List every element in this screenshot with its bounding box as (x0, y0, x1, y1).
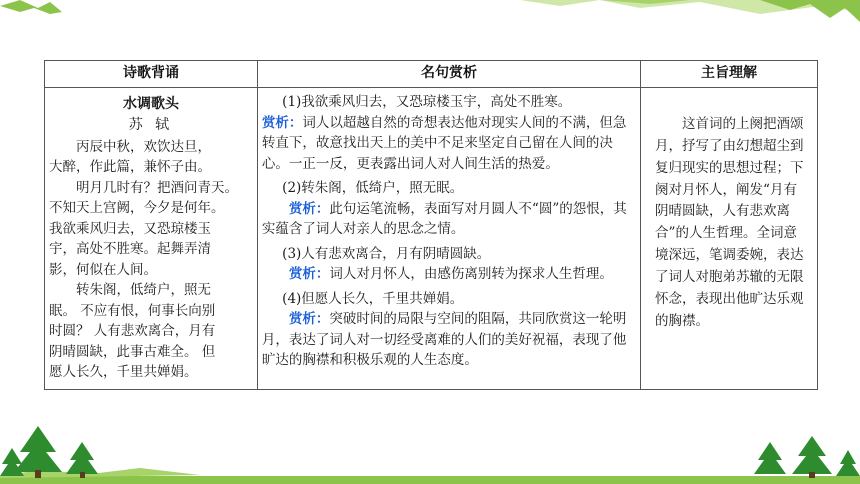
analysis-paragraph (262, 264, 636, 285)
poem-study-table (44, 60, 818, 390)
analysis-keyword: 赏析： (288, 266, 330, 283)
famous-line-quote: (2)转朱阁，低绮户，照无眠。 (282, 180, 464, 197)
poem-line: 明月几时有？把酒问青天。 (76, 179, 238, 196)
poem-line: 大醉，作此篇，兼怀子由。 (49, 159, 211, 176)
poem-line: 转朱阁，低绮户，照无 (76, 282, 211, 299)
top-banner-decoration (0, 0, 860, 40)
famous-line-quote: (3)人有悲欢离合，月有阴晴圆缺。 (282, 245, 491, 262)
poem-line: 宇，高处不胜寒。起舞弄清 (49, 241, 211, 258)
analysis-text: 此句运笔流畅，表面写对月圆人不“圆”的怨恨，其实蕴含了词人对亲人的思念之情。 (261, 200, 627, 238)
poem-line: 丙辰中秋，欢饮达旦， (76, 138, 211, 155)
analysis-keyword: 赏析： (261, 114, 303, 131)
analysis-text: 突破时间的局限与空间的阻隔，共同欣赏这一轮明月，表达了词人对一切经受离难的人们的美好祝福，表现了他旷达的胸襟和积极乐观的人生态度。 (261, 311, 627, 369)
analysis-paragraph (262, 199, 636, 240)
bottom-trees-decoration (0, 412, 860, 484)
poem-cell (45, 88, 258, 390)
analysis-paragraph (262, 113, 636, 175)
table-header-row (45, 61, 818, 88)
poem-line: 影，何似在人间。 (49, 261, 157, 278)
table-row (45, 88, 818, 390)
poem-author: 苏 轼 (128, 117, 174, 134)
header-recitation: 诗歌背诵 (45, 61, 258, 88)
analysis-keyword: 赏析： (288, 200, 330, 217)
poem-line: 愿人长久，千里共婵娟。 (49, 364, 198, 381)
theme-cell (641, 88, 818, 390)
poem-line: 我欲乘风归去，又恐琼楼玉 (49, 220, 211, 237)
famous-line-quote: (4)但愿人长久，千里共婵娟。 (282, 290, 464, 307)
poem-line: 眠。 不应有恨，何事长向别 (49, 302, 216, 319)
header-appreciation: 名句赏析 (257, 61, 640, 88)
analysis-keyword: 赏析： (288, 311, 330, 328)
analysis-cell (257, 88, 640, 390)
famous-line-quote: (1)我欲乘风归去，又恐琼楼玉宇，高处不胜寒。 (282, 94, 572, 110)
poem-line: 不知天上宫阙，今夕是何年。 (49, 200, 225, 217)
analysis-text: 词人以超越自然的奇想表达他对现实人间的不满，但急转直下，故意找出天上的美中不足来坚定自己留在人间的决心。一正一反，更表露出词人对人间生活的热爱。 (261, 114, 627, 172)
header-theme: 主旨理解 (641, 61, 818, 88)
poem-line: 时圆？ 人有悲欢离合，月有 (49, 323, 216, 340)
poem-line: 阴晴圆缺，此事古难全。 但 (49, 343, 216, 360)
analysis-paragraph (262, 309, 636, 371)
analysis-text: 词人对月怀人，由感伤离别转为探求人生哲理。 (329, 266, 613, 283)
theme-text: 这首词的上阕把酒颂月，抒写了由幻想超尘到复归现实的思想过程；下阕对月怀人，阐发“月有阴晴圆缺，人有悲欢离合”的人生哲理。全词意境深远，笔调委婉，表达了词人对胞弟苏辙的无限怀念，表现出他旷达乐观的胸襟。 (655, 116, 804, 329)
poem-title: 水调歌头 (122, 96, 179, 112)
